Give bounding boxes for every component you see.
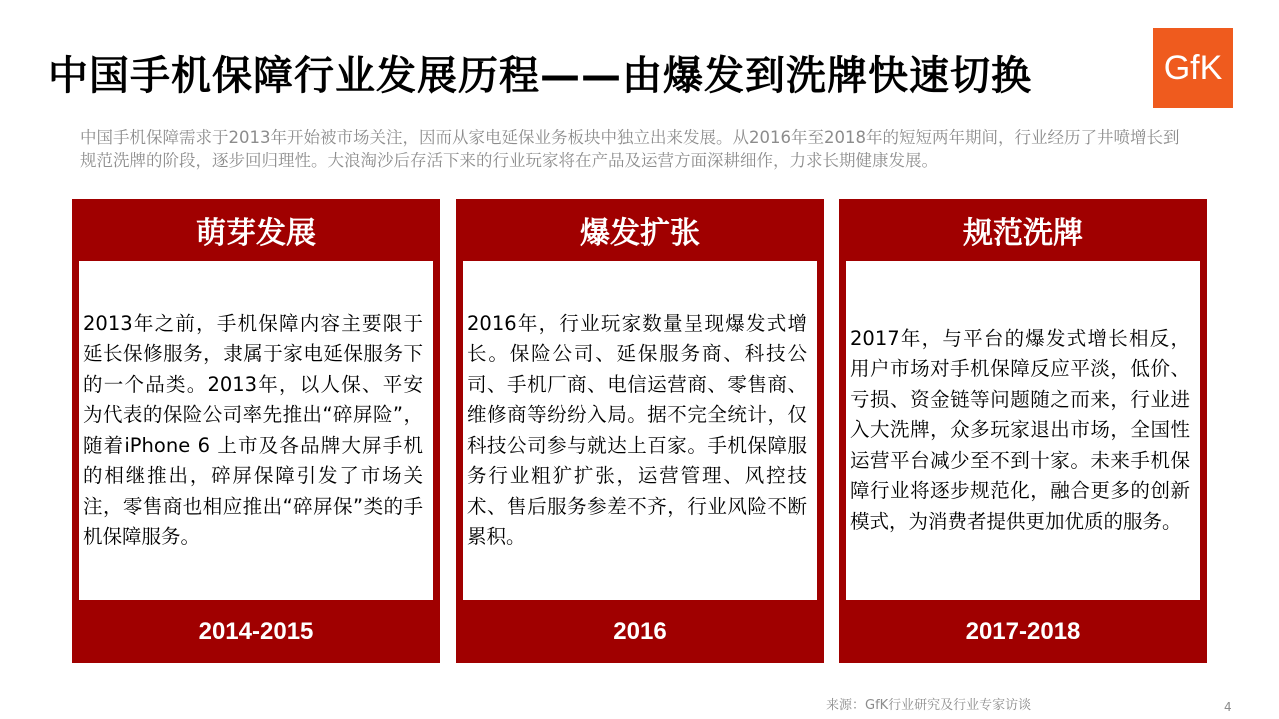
page-title: 中国手机保障行业发展历程——由爆发到洗牌快速切换 bbox=[48, 53, 1032, 99]
stage-heading: 规范洗牌 bbox=[963, 216, 1083, 251]
stage-heading: 爆发扩张 bbox=[580, 216, 700, 251]
stage-card-expansion bbox=[456, 199, 824, 663]
stage-description: 2016年，行业玩家数量呈现爆发式增长。保险公司、延保服务商、科技公司、手机厂商、电信运营商、零售商、维修商等纷纷入局。据不完全统计，仅科技公司参与就达上百家。手机保障服务行业粗犷扩张，运营管理、风控技术、售后服务参差不齐，行业风险不断累积。 bbox=[467, 311, 807, 548]
page-subtitle: 中国手机保障需求于2013年开始被市场关注，因而从家电延保业务板块中独立出来发展。从2016年至2018年的短短两年期间，行业经历了井喷增长到规范洗牌的阶段，逐步回归理性。大浪淘沙后存活下来的行业玩家将在产品及运营方面深耕细作，力求长期健康发展。 bbox=[80, 128, 1180, 170]
stage-body bbox=[79, 261, 433, 600]
source-note: 来源：GfK行业研究及行业专家访谈 bbox=[826, 698, 1032, 713]
stage-body bbox=[463, 261, 817, 600]
gfk-logo bbox=[1153, 28, 1233, 108]
page-number: 4 bbox=[1224, 700, 1232, 714]
stage-card-reshuffle bbox=[839, 199, 1207, 663]
gfk-logo-text: GfK bbox=[1163, 48, 1223, 87]
stage-period: 2017-2018 bbox=[965, 618, 1081, 645]
stage-card-sprout bbox=[72, 199, 440, 663]
stage-description: 2017年，与平台的爆发式增长相反，用户市场对手机保障反应平淡，低价、亏损、资金链等问题随之而来，行业进入大洗牌，众多玩家退出市场，全国性运营平台减少至不到十家。未来手机保障行业将逐步规范化，融合更多的创新模式，为消费者提供更加优质的服务。 bbox=[850, 326, 1190, 533]
stage-description: 2013年之前，手机保障内容主要限于延长保修服务，隶属于家电延保服务下的一个品类。2013年，以人保、平安为代表的保险公司率先推出“碎屏险”，随着iPhone 6 上市及各品牌大屏手机的相继推出，碎屏保障引发了市场关注，零售商也相应推出“碎屏保”类的手机保障服务。 bbox=[83, 311, 423, 548]
stage-period: 2014-2015 bbox=[198, 618, 314, 645]
stage-heading: 萌芽发展 bbox=[196, 216, 316, 251]
stage-body bbox=[846, 261, 1200, 600]
stage-period: 2016 bbox=[613, 618, 667, 645]
